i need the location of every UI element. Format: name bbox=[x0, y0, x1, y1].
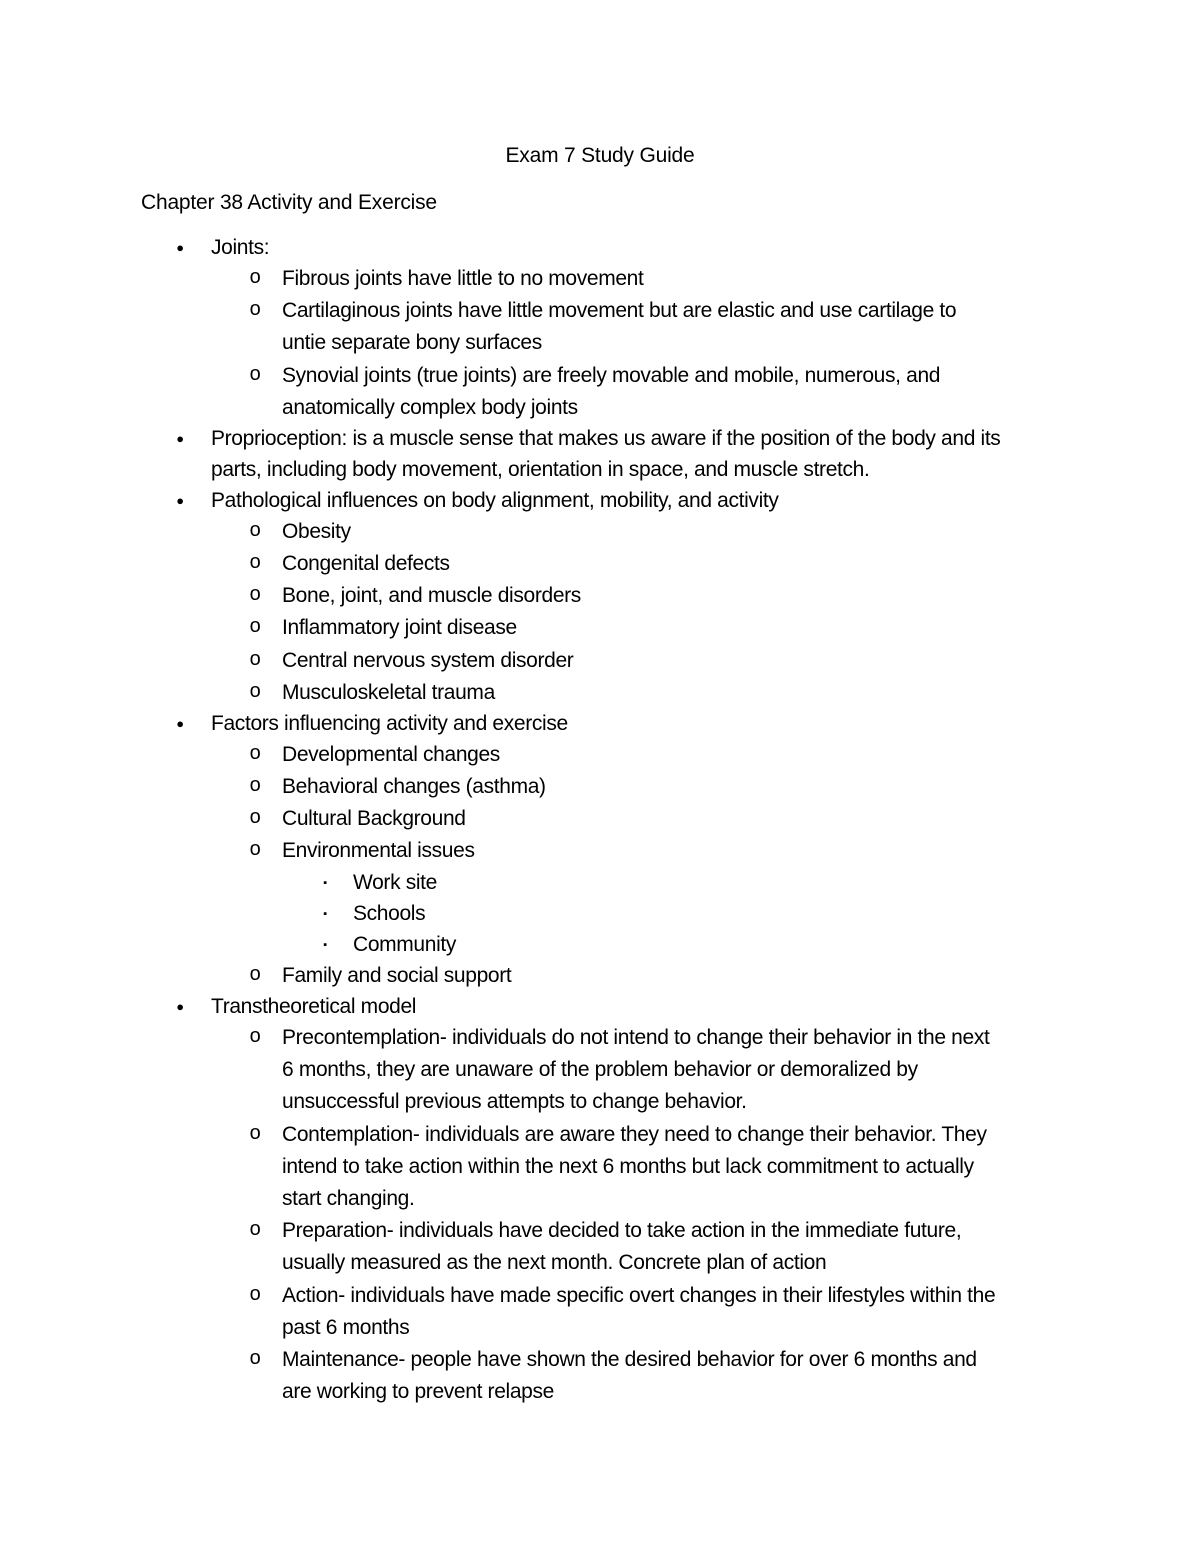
list-item bbox=[0, 960, 1200, 992]
list-item-text: Musculoskeletal trauma bbox=[282, 680, 495, 704]
circle-bullet-icon: o bbox=[249, 551, 261, 573]
list-item bbox=[0, 1344, 1200, 1376]
list-item bbox=[0, 677, 1200, 709]
list-item bbox=[0, 1280, 1200, 1312]
list-item-text: Community bbox=[353, 933, 457, 956]
list-item bbox=[0, 327, 1200, 359]
list-item-text: intend to take action within the next 6 months but lack commitment to actually bbox=[282, 1154, 974, 1178]
list-item-text: 6 months, they are unaware of the problem behavior or demoralized by bbox=[282, 1058, 918, 1082]
circle-bullet-icon: o bbox=[249, 647, 261, 670]
list-item bbox=[0, 1247, 1200, 1279]
list-item bbox=[0, 360, 1200, 392]
list-item bbox=[0, 263, 1200, 295]
list-item bbox=[0, 739, 1200, 771]
list-item-text: Work site bbox=[353, 870, 437, 894]
list-item bbox=[0, 898, 1200, 930]
list-item-text: Central nervous system disorder bbox=[282, 648, 574, 672]
list-item-text: Family and social support bbox=[282, 964, 512, 987]
list-item bbox=[0, 232, 1200, 264]
square-bullet-icon: ▪ bbox=[323, 939, 327, 951]
document-title: Exam 7 Study Guide bbox=[505, 144, 695, 167]
bullet-icon: ● bbox=[176, 430, 184, 446]
list-item-text: Environmental issues bbox=[282, 839, 475, 863]
list-item-text: Fibrous joints have little to no movement bbox=[282, 267, 644, 290]
list-item-text: Developmental changes bbox=[282, 742, 500, 766]
list-item-text: Proprioception: is a muscle sense that makes us aware if the position of the body and its bbox=[211, 426, 1001, 450]
list-item bbox=[0, 1376, 1200, 1408]
list-item-text: Obesity bbox=[282, 519, 351, 543]
list-item-text: Contemplation- individuals are aware they need to change their behavior. They bbox=[282, 1122, 987, 1146]
circle-bullet-icon: o bbox=[249, 1347, 261, 1369]
list-item-text: usually measured as the next month. Concrete plan of action bbox=[282, 1251, 827, 1275]
square-bullet-icon: ▪ bbox=[323, 876, 327, 889]
list-item-text: Transtheoretical model bbox=[211, 995, 417, 1018]
circle-bullet-icon: o bbox=[249, 266, 261, 288]
list-item-text: Precontemplation- individuals do not intend to change their behavior in the next bbox=[282, 1026, 990, 1049]
list-item bbox=[0, 771, 1200, 803]
list-item-text: Bone, joint, and muscle disorders bbox=[282, 584, 581, 608]
list-item bbox=[0, 423, 1200, 455]
list-item bbox=[0, 454, 1200, 486]
list-item-text: Synovial joints (true joints) are freely movable and mobile, numerous, and bbox=[282, 363, 941, 387]
list-item bbox=[0, 612, 1200, 644]
list-item-text: anatomically complex body joints bbox=[282, 395, 578, 419]
list-item bbox=[0, 1086, 1200, 1118]
list-item bbox=[0, 548, 1200, 580]
list-item bbox=[0, 1183, 1200, 1215]
list-item bbox=[0, 1022, 1200, 1054]
list-item-text: Schools bbox=[353, 901, 426, 925]
square-bullet-icon: ▪ bbox=[323, 907, 327, 920]
list-item-text: untie separate bony surfaces bbox=[282, 331, 542, 355]
list-item-text: start changing. bbox=[282, 1187, 415, 1210]
circle-bullet-icon: o bbox=[249, 615, 261, 638]
list-item-text: unsuccessful previous attempts to change behavior. bbox=[282, 1090, 747, 1114]
circle-bullet-icon: o bbox=[249, 1218, 261, 1241]
list-item bbox=[0, 991, 1200, 1023]
list-item bbox=[0, 1054, 1200, 1086]
list-item bbox=[0, 1151, 1200, 1183]
list-item-text: Factors influencing activity and exercise bbox=[211, 711, 568, 735]
circle-bullet-icon: o bbox=[249, 1121, 261, 1144]
list-item-text: parts, including body movement, orientation in space, and muscle stretch. bbox=[211, 457, 870, 481]
circle-bullet-icon: o bbox=[249, 362, 261, 385]
circle-bullet-icon: o bbox=[249, 774, 261, 796]
bullet-icon: ● bbox=[176, 999, 184, 1014]
list-item bbox=[0, 392, 1200, 424]
list-item bbox=[0, 580, 1200, 612]
circle-bullet-icon: o bbox=[249, 679, 261, 702]
list-item bbox=[0, 1215, 1200, 1247]
list-item bbox=[0, 485, 1200, 517]
list-item-text: Pathological influences on body alignment, mobility, and activity bbox=[211, 488, 779, 512]
bullet-icon: ● bbox=[176, 715, 184, 731]
circle-bullet-icon: o bbox=[249, 1025, 261, 1047]
circle-bullet-icon: o bbox=[249, 583, 261, 606]
chapter-heading: Chapter 38 Activity and Exercise bbox=[141, 191, 437, 214]
circle-bullet-icon: o bbox=[249, 963, 261, 985]
list-item bbox=[0, 803, 1200, 835]
list-item-text: Joints: bbox=[211, 236, 270, 259]
list-item-text: past 6 months bbox=[282, 1315, 410, 1339]
list-item bbox=[0, 708, 1200, 740]
list-item bbox=[0, 516, 1200, 548]
list-item bbox=[0, 295, 1200, 327]
circle-bullet-icon: o bbox=[249, 298, 261, 321]
list-item bbox=[0, 645, 1200, 677]
circle-bullet-icon: o bbox=[249, 741, 261, 764]
list-item-text: are working to prevent relapse bbox=[282, 1380, 554, 1404]
list-item-text: Cartilaginous joints have little movement but are elastic and use cartilage to bbox=[282, 299, 957, 323]
list-item bbox=[0, 929, 1200, 961]
bullet-icon: ● bbox=[176, 492, 184, 508]
list-item-text: Congenital defects bbox=[282, 552, 450, 575]
list-item bbox=[0, 1312, 1200, 1344]
list-item-text: Inflammatory joint disease bbox=[282, 616, 517, 640]
bullet-icon: ● bbox=[176, 240, 184, 255]
list-item-text: Preparation- individuals have decided to take action in the immediate future, bbox=[282, 1219, 962, 1243]
list-item bbox=[0, 1119, 1200, 1151]
circle-bullet-icon: o bbox=[249, 1282, 261, 1305]
circle-bullet-icon: o bbox=[249, 806, 261, 829]
list-item-text: Maintenance- people have shown the desired behavior for over 6 months and bbox=[282, 1348, 977, 1371]
list-item-text: Cultural Background bbox=[282, 807, 466, 831]
list-item bbox=[0, 835, 1200, 867]
list-item bbox=[0, 867, 1200, 899]
list-item-text: Behavioral changes (asthma) bbox=[282, 775, 546, 798]
circle-bullet-icon: o bbox=[249, 518, 261, 541]
circle-bullet-icon: o bbox=[249, 838, 261, 861]
list-item-text: Action- individuals have made specific overt changes in their lifestyles within the bbox=[282, 1283, 996, 1307]
